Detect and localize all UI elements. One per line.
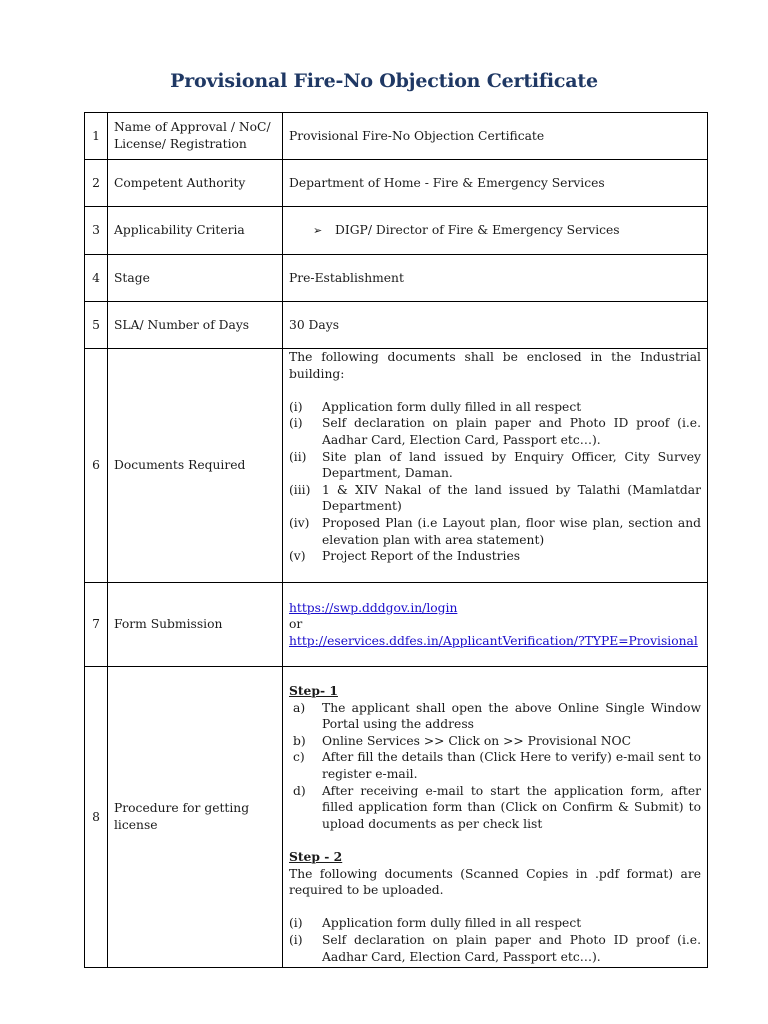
step-2-heading: Step - 2 (289, 848, 343, 864)
row-number: 6 (85, 349, 108, 583)
row-label: Stage (108, 255, 283, 302)
table-row (85, 302, 708, 349)
step-1-heading: Step- 1 (289, 683, 338, 698)
row-label: Form Submission (108, 583, 283, 667)
table-row (85, 667, 708, 968)
list-item: (iii) 1 & XIV Nakal of the land issued by Talathi (Mamlatdar Department) (289, 482, 701, 514)
step-1-list (289, 700, 701, 833)
list-item: b) Online Services >> Click on >> Provisional NOC (293, 733, 632, 748)
row-value: Provisional Fire-No Objection Certificate (283, 113, 708, 160)
arrow-bullet-icon: ➢ (313, 223, 323, 237)
row-value: Department of Home - Fire & Emergency Services (283, 160, 708, 207)
table-row (85, 207, 708, 255)
row-label: Applicability Criteria (108, 207, 283, 255)
bullet-text: DIGP/ Director of Fire & Emergency Services (335, 222, 620, 237)
row-number: 1 (85, 113, 108, 160)
row-number: 8 (85, 667, 108, 968)
row-number: 7 (85, 583, 108, 667)
row-number: 2 (85, 160, 108, 207)
row-number: 4 (85, 255, 108, 302)
row-number: 5 (85, 302, 108, 349)
row-value (283, 583, 708, 667)
documents-intro: The following documents shall be enclosed in the Industrial building: (289, 350, 701, 381)
list-item: c) After fill the details than (Click Here to verify) e-mail sent to register e-mail. (293, 750, 701, 781)
table-row (85, 349, 708, 583)
row-label: SLA/ Number of Days (108, 302, 283, 349)
list-item: (i) Self declaration on plain paper and Photo ID proof (i.e. Aadhar Card, Election Card, Passport etc…). (289, 416, 701, 447)
step-2-intro: The following documents (Scanned Copies in .pdf format) are required to be uploaded. (289, 866, 701, 898)
list-item: (i) Self declaration on plain paper and Photo ID proof (i.e. Aadhar Card, Election Card, Passport etc…). (289, 932, 701, 964)
bullet-item (289, 222, 701, 240)
table-row (85, 160, 708, 207)
eservices-verification-link[interactable]: http://eservices.ddfes.in/ApplicantVerification/?TYPE=Provisional (289, 633, 698, 648)
row-value (283, 349, 708, 583)
row-value: Pre-Establishment (283, 255, 708, 302)
documents-list (289, 399, 701, 565)
row-value (283, 667, 708, 968)
table-row (85, 255, 708, 302)
list-item: (iv) Proposed Plan (i.e Layout plan, floor wise plan, section and elevation plan with area statement) (289, 515, 701, 547)
list-item: (i) Application form dully filled in all respect (289, 399, 582, 414)
table-row (85, 113, 708, 160)
list-item: (v) Project Report of the Industries (289, 549, 521, 564)
list-item: (i) Application form dully filled in all respect (289, 916, 582, 931)
row-number: 3 (85, 207, 108, 255)
list-item: (ii) Site plan of land issued by Enquiry Officer, City Survey Department, Daman. (289, 449, 701, 481)
row-value: 30 Days (283, 302, 708, 349)
or-text: or (289, 617, 303, 632)
row-label: Name of Approval / NoC/ License/ Registration (108, 113, 283, 160)
row-value (283, 207, 708, 255)
page-title: Provisional Fire-No Objection Certificate (170, 70, 598, 92)
list-item: a) The applicant shall open the above Online Single Window Portal using the address (293, 700, 701, 732)
row-label: Documents Required (108, 349, 283, 583)
list-item: d) After receiving e-mail to start the application form, after filled application form than (Click on Confirm & Submit) to upload documents as per check list (293, 783, 701, 831)
row-label: Competent Authority (108, 160, 283, 207)
step-2-list (289, 915, 701, 965)
approval-details-table (84, 112, 708, 968)
row-label: Procedure for getting license (108, 667, 283, 968)
table-row (85, 583, 708, 667)
swp-login-link[interactable]: https://swp.dddgov.in/login (289, 600, 458, 615)
